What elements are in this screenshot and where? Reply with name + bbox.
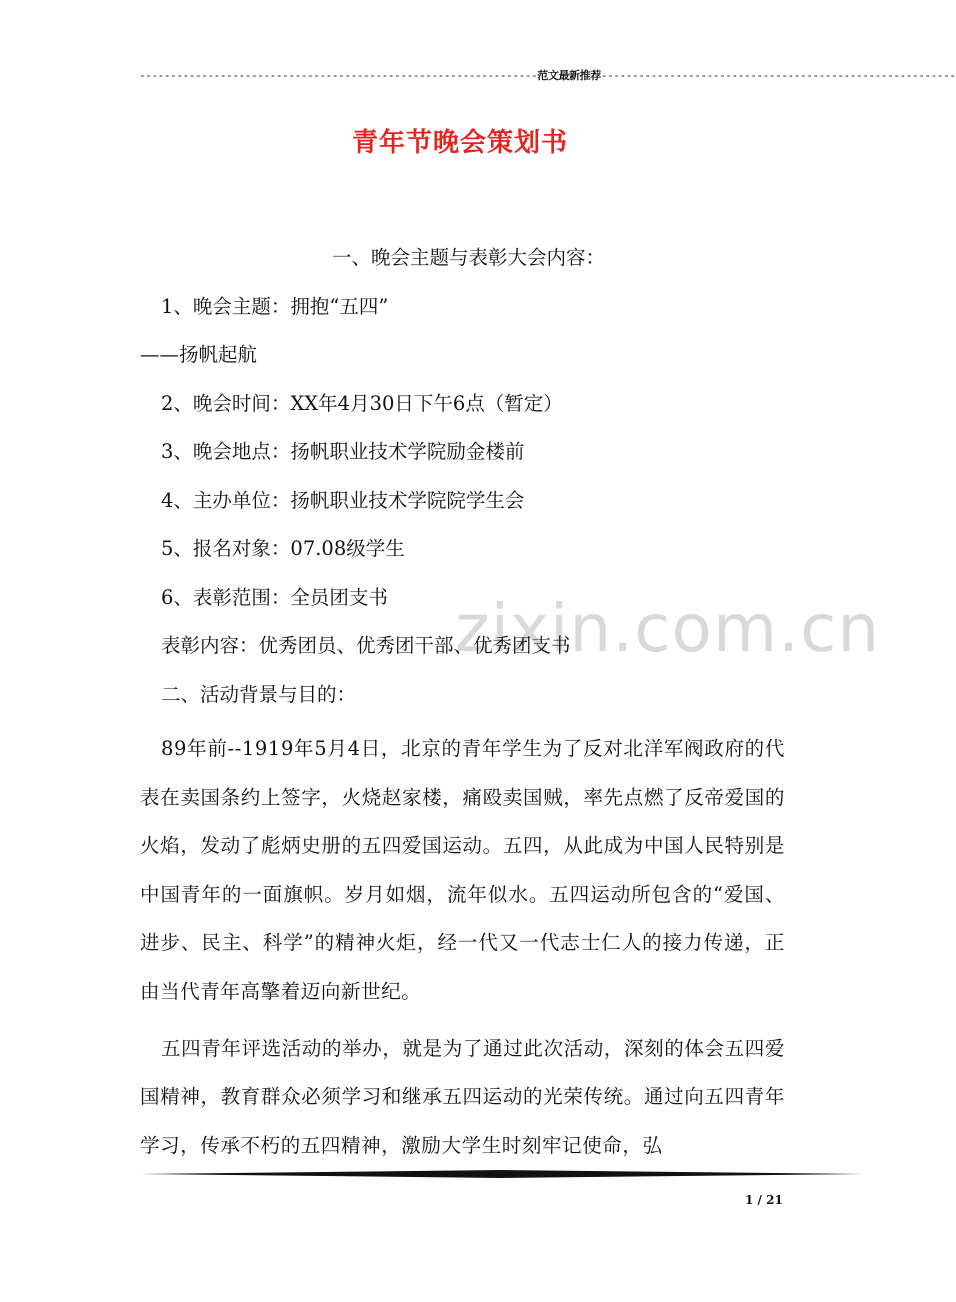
section-heading-1: 一、晚会主题与表彰大会内容：	[332, 246, 606, 269]
document-body	[140, 240, 785, 1178]
page-number: 1 / 21	[745, 1193, 783, 1207]
item-time: 2、晚会时间：XX年4月30日下午6点（暂定）	[161, 391, 563, 415]
paragraph-purpose: 五四青年评选活动的举办，就是为了通过此次活动，深刻的体会五四爱国精神，教育群众必须学习和继承五四运动的光荣传统。通过向五四青年学习，传承不朽的五四精神，激励大学生时刻牢记使命，弘	[140, 1036, 785, 1157]
paragraph-background: 89年前--1919年5月4日，北京的青年学生为了反对北洋军阀政府的代表在卖国条约上签字，火烧赵家楼，痛殴卖国贼，率先点燃了反帝爱国的火焰，发动了彪炳史册的五四爱国运动。五四，从此成为中国人民特别是中国青年的一面旗帜。岁月如烟，流年似水。五四运动所包含的“爱国、进步、民主、科学”的精神火炬，经一代又一代志士仁人的接力传递，正由当代青年高擎着迈向新世纪。	[140, 737, 785, 1003]
item-theme: 1、晚会主题：拥抱“五四”	[161, 294, 389, 318]
watermark: zixin.com.cn	[455, 590, 881, 667]
document-title: 青年节晚会策划书	[351, 128, 568, 158]
item-location: 3、晚会地点：扬帆职业技术学院励金楼前	[161, 440, 525, 463]
item-participants: 5、报名对象：07.08级学生	[161, 537, 405, 560]
page-header	[139, 68, 956, 84]
header-label: 范文最新推荐	[537, 69, 601, 82]
item-scope: 6、表彰范围：全员团支书	[161, 585, 388, 609]
item-award-content: 表彰内容：优秀团员、优秀团干部、优秀团支书	[161, 634, 571, 657]
item-organizer: 4、主办单位：扬帆职业技术学院院学生会	[161, 488, 525, 512]
header-dashes-left: ----------------------------------------------------------------	[139, 69, 538, 82]
item-theme-subtitle: ——扬帆起航	[140, 343, 258, 366]
header-dashes-right: ---------------------------------------------------------	[600, 69, 956, 82]
section-heading-2: 二、活动背景与目的：	[161, 682, 357, 706]
